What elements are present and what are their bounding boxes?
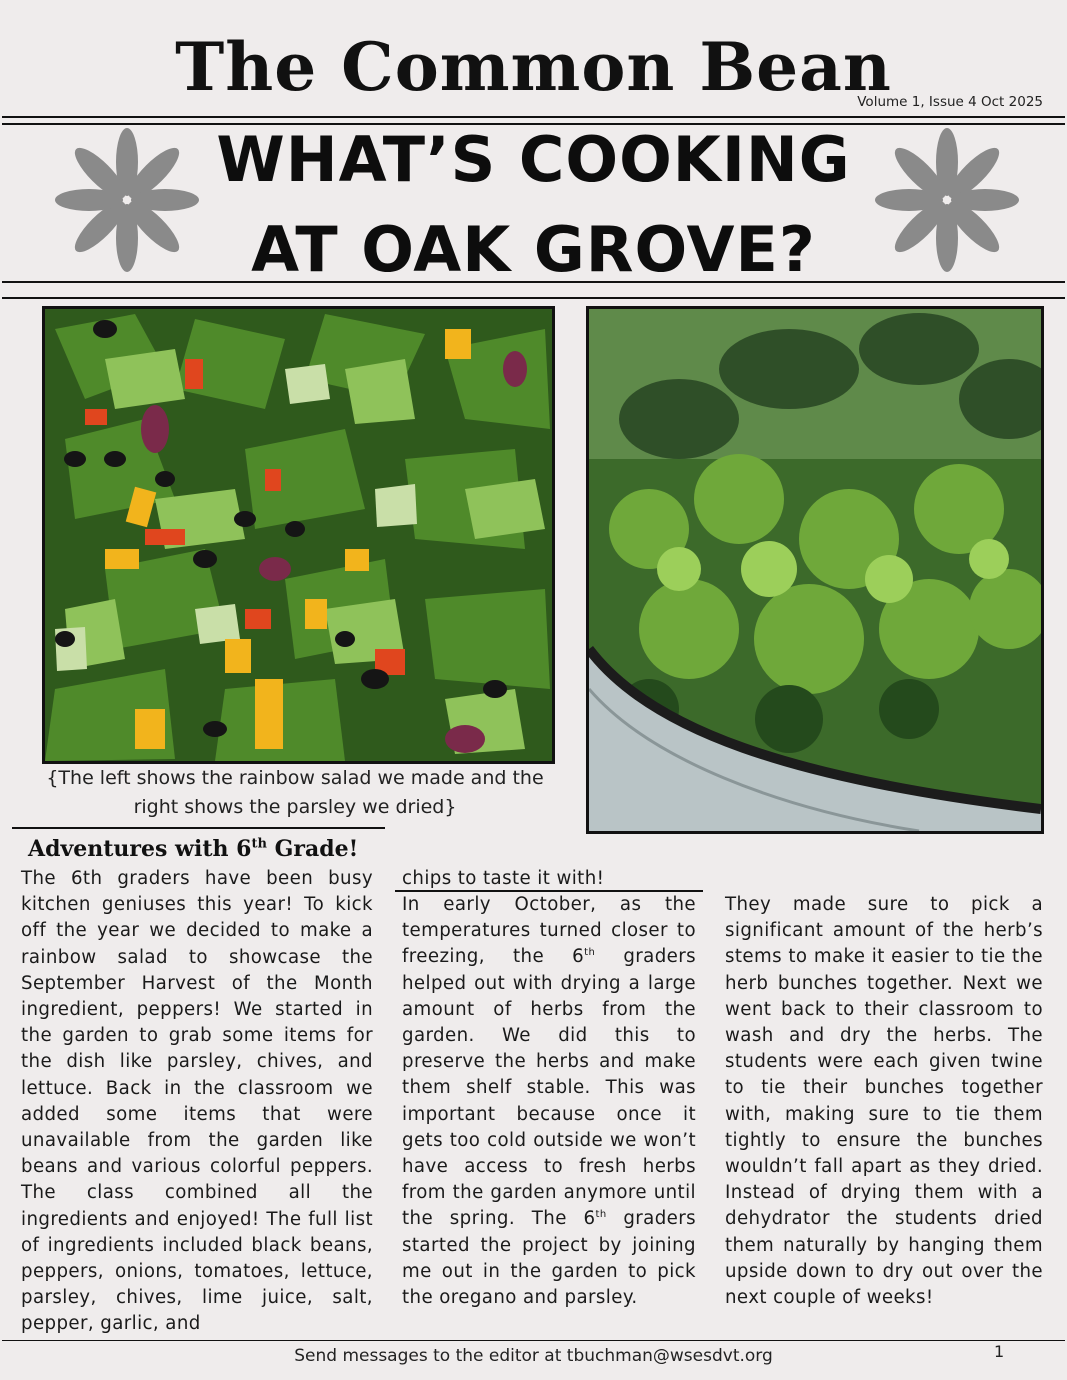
article-column-1: The 6th graders have been busy kitchen geniuses this year! To kick off the year we decided to make a rainbow salad to showcase the September Harvest of the Month ingredient, peppers! We started in the garden to grab some items for the dish like parsley, chives, and lettuce. Back in the classroom we added some items that were unavailable from the garden like beans and various colorful peppers. The class combined all the ingredients and enjoyed! The full list of ingredients included black beans, peppers, onions, tomatoes, lettuce, parsley, chives, lime juice, salt, pepper, garlic, and	[21, 868, 373, 1335]
page-number: 1	[994, 1342, 1005, 1361]
divider	[2, 281, 1065, 283]
parsley-photo	[586, 306, 1044, 834]
divider	[2, 297, 1065, 299]
divider	[2, 1340, 1065, 1341]
article-column-2-top: chips to taste it with!	[402, 868, 605, 889]
article-title: Adventures with 6th Grade!	[28, 836, 359, 862]
footer-contact: Send messages to the editor at tbuchman@wsesdvt.org	[294, 1346, 773, 1366]
photo-caption: {The left shows the rainbow salad we made and the right shows the parsley we dried}	[46, 767, 544, 818]
article-column-3: They made sure to pick a significant amount of the herb’s stems to make it easier to tie the herb bunches together. Next we went back to their classroom to wash and dry the herbs. The students were each given twine to tie their bunches together with, making sure to tie them tightly to ensure the bunches wouldn’t fall apart as they dried. Instead of drying them with a dehydrator the students dried them naturally by hanging them upside down to dry out over the next couple of weeks!	[725, 894, 1043, 1309]
asterisk-star-icon	[875, 128, 1019, 272]
headline-line-2: AT OAK GROVE?	[251, 213, 816, 286]
issue-info: Volume 1, Issue 4 Oct 2025	[857, 94, 1043, 110]
salad-illustration	[45, 309, 552, 761]
parsley-illustration	[589, 309, 1041, 831]
article-column-2: In early October, as the temperatures turned closer to freezing, the 6th graders helped out with drying a large amount of herbs from the garden. We did this to preserve the herbs and make them shelf stable. This was important because once it gets too cold outside we won’t have access to fresh herbs from the garden anymore until the spring. The 6th graders started the project by joining me out in the garden to pick the oregano and parsley.	[402, 894, 697, 1309]
salad-photo	[42, 306, 555, 764]
headline-line-1: WHAT’S COOKING	[216, 123, 851, 196]
divider	[12, 827, 385, 829]
asterisk-star-icon	[55, 128, 199, 272]
masthead-title: The Common Bean	[175, 28, 892, 106]
